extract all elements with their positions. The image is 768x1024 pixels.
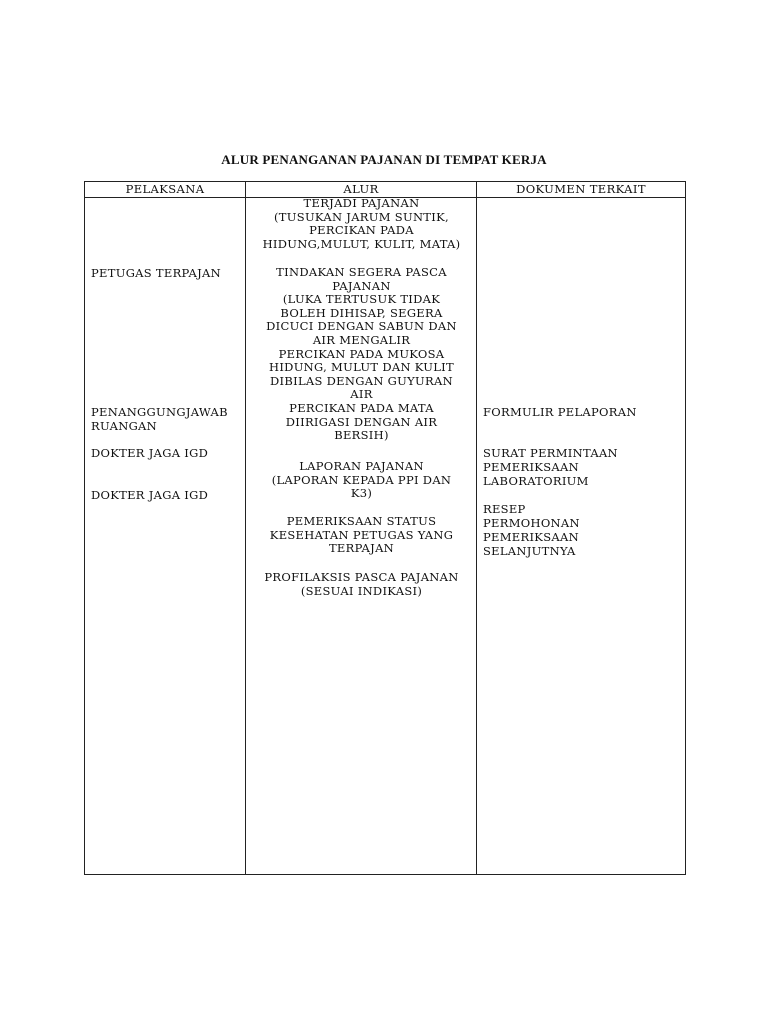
header-pelaksana: PELAKSANA <box>125 182 205 196</box>
alur-line: DICUCI DENGAN SABUN DAN <box>266 319 457 334</box>
alur-line: TERPAJAN <box>328 541 395 556</box>
pelaksana-dokter-2: DOKTER JAGA IGD <box>91 488 209 502</box>
dokumen-line: PEMERIKSAAN <box>483 460 579 474</box>
alur-line: KESEHATAN PETUGAS YANG <box>269 527 454 542</box>
dokumen-line: SELANJUTNYA <box>483 544 576 558</box>
alur-line: AIR MENGALIR <box>312 332 411 347</box>
flow-table <box>84 181 686 875</box>
alur-line: HIDUNG,MULUT, KULIT, MATA) <box>262 236 461 251</box>
alur-line: TINDAKAN SEGERA PASCA <box>276 265 447 279</box>
pelaksana-penanggungjawab-line1: PENANGGUNGJAWAB <box>91 405 228 419</box>
alur-line: (TUSUKAN JARUM SUNTIK, <box>274 209 449 224</box>
alur-line: PERCIKAN PADA MATA <box>289 400 434 415</box>
header-dokumen: DOKUMEN TERKAIT <box>516 182 646 196</box>
alur-step-terjadi-pajanan <box>247 197 476 251</box>
alur-line: HIDUNG, MULUT DAN KULIT <box>269 360 454 375</box>
pelaksana-petugas: PETUGAS TERPAJAN <box>91 266 222 280</box>
alur-line: K3) <box>350 486 373 501</box>
pelaksana-dokter-1: DOKTER JAGA IGD <box>91 446 209 460</box>
alur-line: BERSIH) <box>334 428 389 443</box>
dokumen-line: PERMOHONAN <box>483 516 580 530</box>
alur-step-tindakan-segera <box>247 266 476 443</box>
dokumen-resep: RESEP <box>483 502 526 516</box>
pelaksana-penanggungjawab-line2: RUANGAN <box>91 419 158 433</box>
dokumen-formulir-pelaporan: FORMULIR PELAPORAN <box>483 405 637 419</box>
dokumen-line: SURAT PERMINTAAN <box>483 446 618 460</box>
alur-line: AIR <box>350 387 373 402</box>
header-alur: ALUR <box>343 182 379 196</box>
alur-line: PAJANAN <box>332 278 391 293</box>
alur-line: BOLEH DIHISAP, SEGERA <box>280 305 443 320</box>
dokumen-surat-permintaan <box>483 446 618 488</box>
alur-line: PERCIKAN PADA MUKOSA <box>278 346 445 361</box>
alur-step-laporan-pajanan <box>247 460 476 501</box>
alur-line: PERCIKAN PADA <box>309 223 414 238</box>
alur-line: DIBILAS DENGAN GUYURAN <box>270 373 453 388</box>
alur-line: (SESUAI INDIKASI) <box>300 583 423 598</box>
alur-line: PEMERIKSAAN STATUS <box>286 514 437 528</box>
dokumen-line: LABORATORIUM <box>483 474 589 488</box>
alur-line: (LUKA TERTUSUK TIDAK <box>282 292 441 307</box>
dokumen-line: PEMERIKSAAN <box>483 530 579 544</box>
alur-step-pemeriksaan-status <box>247 515 476 556</box>
column-divider <box>245 182 246 874</box>
alur-line: TERJADI PAJANAN <box>303 196 420 210</box>
dokumen-permohonan-pemeriksaan <box>483 516 580 558</box>
alur-line: PROFILAKSIS PASCA PAJANAN <box>264 570 459 584</box>
column-divider <box>476 182 477 874</box>
alur-line: LAPORAN PAJANAN <box>299 459 424 473</box>
alur-line: DIIRIGASI DENGAN AIR <box>285 414 438 429</box>
alur-line: (LAPORAN KEPADA PPI DAN <box>271 472 452 487</box>
document-title: ALUR PENANGANAN PAJANAN DI TEMPAT KERJA <box>221 152 547 167</box>
alur-step-profilaksis <box>247 571 476 598</box>
